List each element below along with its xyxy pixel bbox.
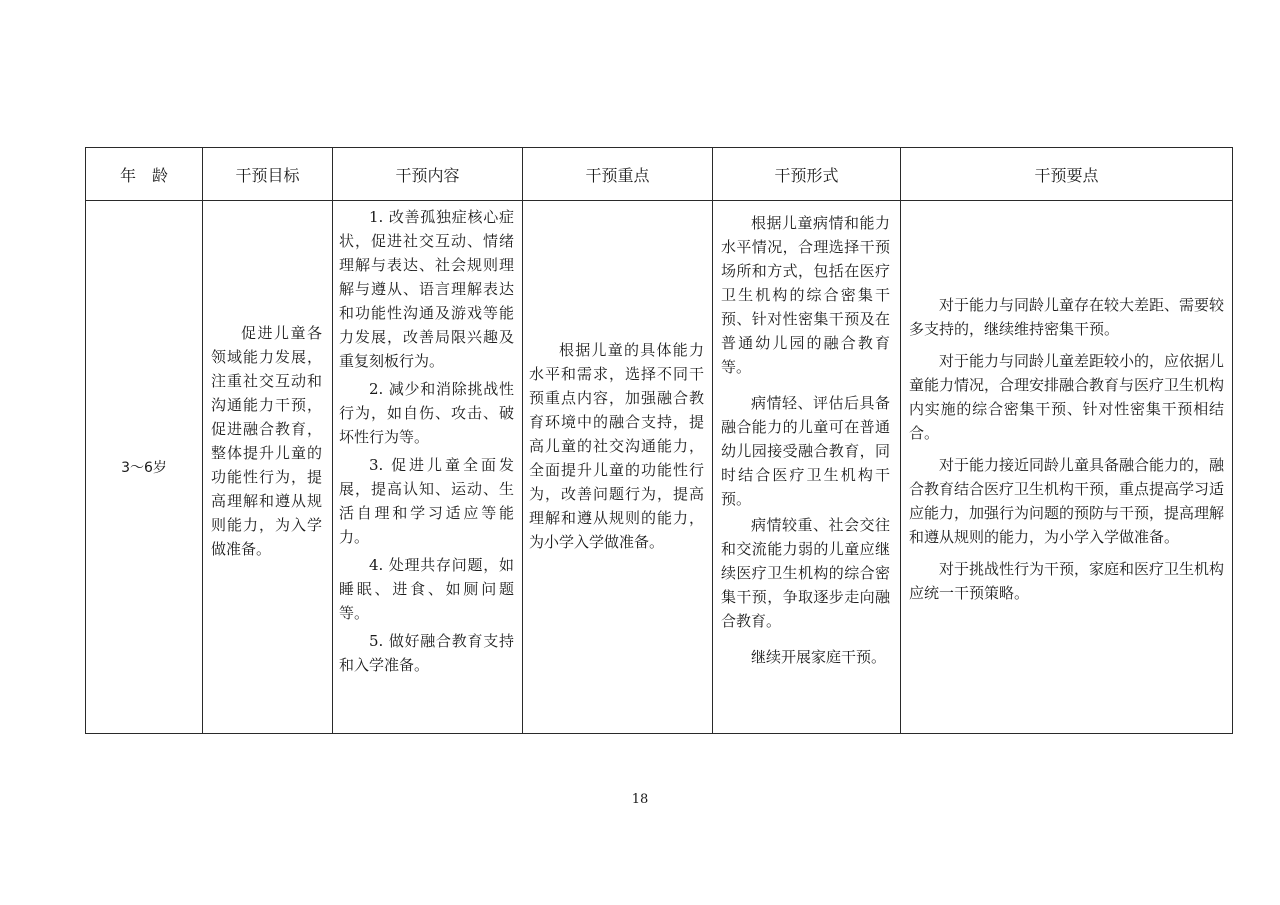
goal-cell [203, 201, 333, 734]
focus-text: 根据儿童的具体能力水平和需求，选择不同干预重点内容，加强融合教育环境中的融合支持，提高儿童的社交沟通能力，全面提升儿童的功能性行为，改善问题行为，提高理解和遵从规则的能力，为小学入学做准备。 [529, 341, 704, 551]
points-paragraph: 对于能力与同龄儿童存在较大差距、需要较多支持的，继续维持密集干预。 [909, 296, 1225, 338]
header-age: 年 龄 [86, 148, 203, 201]
focus-cell [523, 201, 713, 734]
header-goal: 干预目标 [203, 148, 333, 201]
intervention-table [85, 147, 1233, 734]
table-row [86, 201, 1233, 734]
header-focus: 干预重点 [523, 148, 713, 201]
page-number: 18 [631, 792, 649, 807]
points-paragraph: 对于能力接近同龄儿童具备融合能力的，融合教育结合医疗卫生机构干预，重点提高学习适应能力，加强行为问题的预防与干预，提高理解和遵从规则的能力，为小学入学做准备。 [909, 456, 1225, 546]
form-cell [713, 201, 901, 734]
content-item: 3. 促进儿童全面发展，提高认知、运动、生活自理和学习适应等能力。 [339, 456, 514, 546]
header-content: 干预内容 [333, 148, 523, 201]
form-paragraph: 病情较重、社会交往和交流能力弱的儿童应继续医疗卫生机构的综合密集干预，争取逐步走向融合教育。 [721, 516, 890, 630]
header-points: 干预要点 [901, 148, 1233, 201]
points-paragraph: 对于挑战性行为干预，家庭和医疗卫生机构应统一干预策略。 [909, 560, 1225, 602]
content-item: 4. 处理共存问题，如睡眠、进食、如厕问题等。 [339, 556, 514, 622]
points-cell [901, 201, 1233, 734]
content-cell [333, 201, 523, 734]
goal-text: 促进儿童各领域能力发展，注重社交互动和沟通能力干预，促进融合教育，整体提升儿童的功能性行为，提高理解和遵从规则能力，为入学做准备。 [211, 324, 322, 558]
header-form: 干预形式 [713, 148, 901, 201]
content-item: 2. 减少和消除挑战性行为，如自伤、攻击、破坏性行为等。 [339, 380, 514, 446]
form-paragraph: 根据儿童病情和能力水平情况，合理选择干预场所和方式，包括在医疗卫生机构的综合密集干预、针对性密集干预及在普通幼儿园的融合教育等。 [721, 214, 890, 376]
form-paragraph: 继续开展家庭干预。 [751, 648, 887, 666]
age-cell: 3～6岁 [86, 201, 203, 734]
content-item: 1. 改善孤独症核心症状，促进社交互动、情绪理解与表达、社会规则理解与遵从、语言理解表达和功能性沟通及游戏等能力发展，改善局限兴趣及重复刻板行为。 [339, 208, 514, 370]
points-paragraph: 对于能力与同龄儿童差距较小的，应依据儿童能力情况，合理安排融合教育与医疗卫生机构内实施的综合密集干预、针对性密集干预相结合。 [909, 352, 1225, 442]
table-header-row [86, 148, 1233, 201]
content-item: 5. 做好融合教育支持和入学准备。 [339, 632, 514, 674]
form-paragraph: 病情轻、评估后具备融合能力的儿童可在普通幼儿园接受融合教育，同时结合医疗卫生机构干预。 [721, 394, 890, 508]
